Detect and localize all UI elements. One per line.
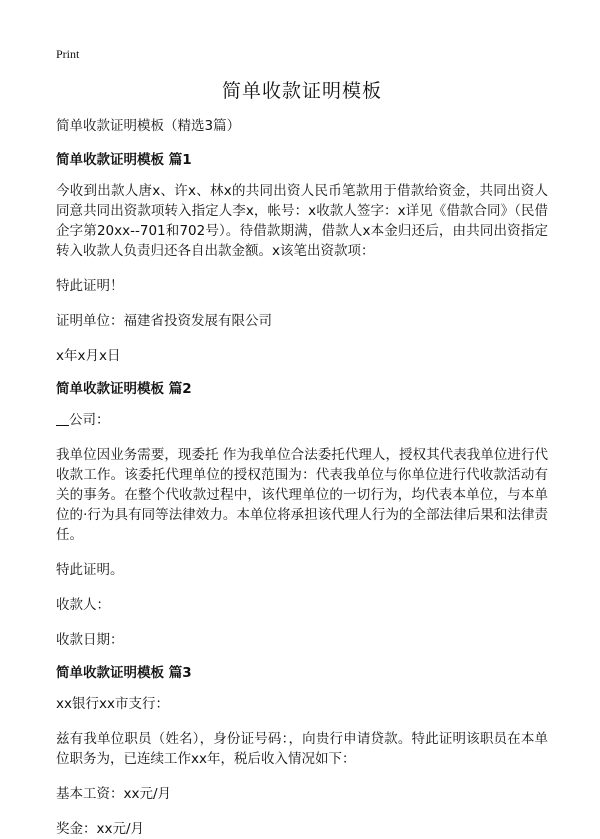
paragraph: 收款日期： — [56, 632, 124, 648]
document-title: 简单收款证明模板 — [221, 80, 382, 102]
paragraph: 我单位因业务需要，现委托 作为我单位合法委托代理人，授权其代表我单位进行代收款工作。该委托代理单位的授权范围为：代表我单位与你单位进行代收款活动有关的事务。在整个代收款过程中，该代理单位的一切行为，均代表本单位，与本单位的·行为具有同等法律效力。本单位将承担该代理人行为的全部法律后果和法律责任。 — [56, 447, 548, 543]
paragraph: xx银行xx市支行： — [56, 696, 169, 712]
section-2 — [56, 379, 548, 650]
paragraph: 特此证明！ — [56, 278, 124, 294]
section-1 — [56, 150, 548, 366]
section-heading: 简单收款证明模板 篇3 — [56, 665, 192, 681]
paragraph: 今收到出款人唐x、许x、林x的共同出资人民币笔款用于借款给资金，共同出资人同意共同出资款项转入指定人李x，帐号：x收款人签字：x详见《借款合同》（民借企字第20xx--701和702号）。待借款期满，借款人x本金归还后，由共同出资指定转入收款人负责归还各自出款金额。x该笔出资款项： — [56, 183, 548, 259]
paragraph: 证明单位：福建省投资发展有限公司 — [56, 313, 272, 329]
addressee-text: 公司： — [69, 412, 110, 428]
paragraph-date: x年x月x日 — [56, 348, 121, 364]
section-heading: 简单收款证明模板 篇1 — [56, 152, 192, 168]
document-subtitle: 简单收款证明模板（精选3篇） — [56, 118, 241, 134]
paragraph: 收款人： — [56, 597, 110, 613]
paragraph: 基本工资：xx元/月 — [56, 786, 172, 802]
section-heading: 简单收款证明模板 篇2 — [56, 381, 192, 397]
paragraph-addressee — [56, 410, 548, 430]
paragraph: 奖金：xx元/月 — [56, 821, 145, 837]
section-3 — [56, 663, 548, 839]
paragraph: 兹有我单位职员（姓名），身份证号码：，向贵行申请贷款。特此证明该职员在本单位职务为，已连续工作xx年，税后收入情况如下： — [56, 731, 548, 767]
print-label: Print — [56, 47, 80, 61]
fill-in-blank — [56, 411, 69, 426]
paragraph: 特此证明。 — [56, 562, 124, 578]
